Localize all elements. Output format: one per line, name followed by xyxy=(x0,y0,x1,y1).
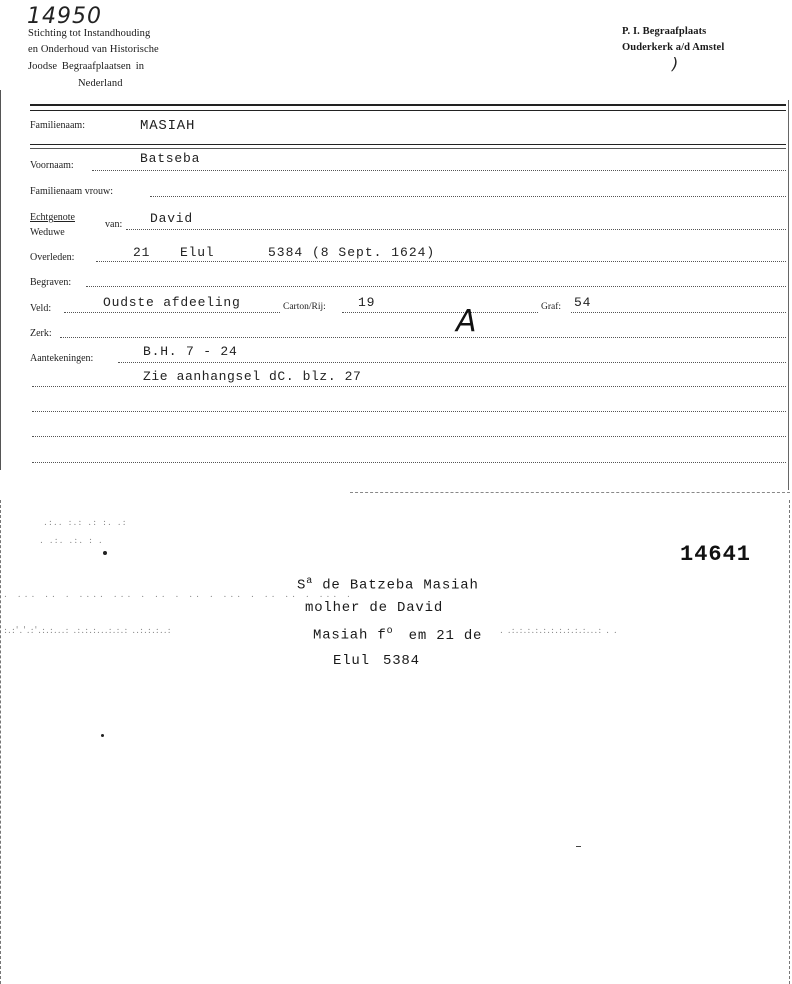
blank-line-3 xyxy=(32,436,786,437)
echtgenote-label: Echtgenote xyxy=(30,212,75,223)
stamp-number: 14641 xyxy=(680,542,752,567)
superscript-a: a xyxy=(306,576,314,587)
echtgenote-value: David xyxy=(150,211,194,226)
voornaam-line xyxy=(92,170,786,171)
cemetery-name-line-2: Ouderkerk a/d Amstel xyxy=(622,42,725,53)
org-name-line-4: Nederland xyxy=(78,78,123,89)
aantekeningen-line-1: B.H. 7 - 24 xyxy=(143,344,238,359)
card-bottom-edge xyxy=(350,492,790,493)
blank-line-4 xyxy=(32,462,786,463)
attachment-abbr-s: S xyxy=(297,577,307,594)
org-name-line-1: Stichting tot Instandhouding xyxy=(28,28,151,39)
aantekeningen-label: Aantekeningen: xyxy=(30,353,94,364)
zerk-line xyxy=(60,337,786,338)
voornaam-value: Batseba xyxy=(140,151,201,166)
carton-value: 19 xyxy=(358,295,376,310)
org-name-line-2: en Onderhoud van Historische xyxy=(28,44,159,55)
faint-line-a: . ... .. . .... ... . .. . .. . ... . .. .. . ... . xyxy=(4,590,354,600)
familienaam-value: MASIAH xyxy=(140,118,196,134)
veld-label: Veld: xyxy=(30,303,52,314)
aantekeningen-line-2: Zie aanhangsel dC. blz. 27 xyxy=(143,369,362,384)
overleden-label: Overleden: xyxy=(30,252,75,263)
archive-number: 14950 xyxy=(27,4,102,29)
attachment-line-3-text: Masiah f xyxy=(313,627,387,644)
weduwe-label: Weduwe xyxy=(30,227,65,238)
attachment-line-1-text: de Batzeba Masiah xyxy=(322,577,479,594)
overleden-month: Elul xyxy=(180,245,215,260)
familienaam-label: Familienaam: xyxy=(30,120,85,131)
ink-dot-1 xyxy=(103,551,107,555)
van-label: van: xyxy=(105,219,123,230)
familienaam-rule-2 xyxy=(30,148,786,149)
familienaam-vrouw-label: Familienaam vrouw: xyxy=(30,186,114,197)
handwritten-mark: ) xyxy=(672,54,679,73)
veld-value: Oudste afdeeling xyxy=(103,295,241,310)
blank-line-2 xyxy=(32,411,786,412)
overleden-date: 5384 (8 Sept. 1624) xyxy=(268,245,436,260)
ink-dot-2 xyxy=(101,734,104,737)
card-right-edge xyxy=(788,100,789,490)
zerk-value: A xyxy=(456,304,477,339)
overleden-day: 21 xyxy=(133,245,151,260)
echtgenote-line xyxy=(126,229,786,230)
card-left-edge xyxy=(0,90,1,470)
faint-type-2: . .:. .:. : . xyxy=(40,536,104,546)
overleden-line xyxy=(96,261,786,262)
attachment-left-edge xyxy=(0,500,2,984)
header-rule-top xyxy=(30,104,786,106)
header-rule-bottom xyxy=(30,110,786,111)
graf-line xyxy=(571,312,786,313)
veld-line xyxy=(64,312,280,313)
ink-dash-1 xyxy=(576,846,581,847)
graf-label: Graf: xyxy=(541,302,562,312)
attachment-line-4: Elul 5384 xyxy=(333,653,420,669)
attachment-line-3 xyxy=(313,626,482,644)
superscript-o: o xyxy=(386,626,394,637)
voornaam-label: Voornaam: xyxy=(30,160,74,171)
carton-line xyxy=(342,312,538,313)
attachment-line-3b-text: em 21 de xyxy=(408,627,483,644)
faint-line-b: :.:'.'.:'.:.:...: .:.:.:...:.:.: ..:.:.:..: xyxy=(4,626,172,636)
begraven-line xyxy=(86,286,786,287)
carton-label: Carton/Rij: xyxy=(283,302,326,312)
attachment-right-edge xyxy=(789,500,791,984)
begraven-label: Begraven: xyxy=(30,277,72,288)
faint-type-1: .:.. :.: .: :. .: xyxy=(44,518,128,528)
blank-line-1 xyxy=(32,386,786,387)
familienaam-vrouw-line xyxy=(150,196,786,197)
aantekeningen-line xyxy=(118,362,786,363)
attachment-line-2: molher de David xyxy=(305,600,444,616)
org-name-line-3: Joodse Begraafplaatsen in xyxy=(28,61,145,72)
cemetery-name-line-1: P. I. Begraafplaats xyxy=(622,26,707,37)
zerk-label: Zerk: xyxy=(30,328,52,339)
graf-value: 54 xyxy=(574,295,592,310)
familienaam-rule xyxy=(30,144,786,145)
faint-line-c: . .:.:.:.:.:.:.:.:.:.:...: . . xyxy=(500,626,618,636)
